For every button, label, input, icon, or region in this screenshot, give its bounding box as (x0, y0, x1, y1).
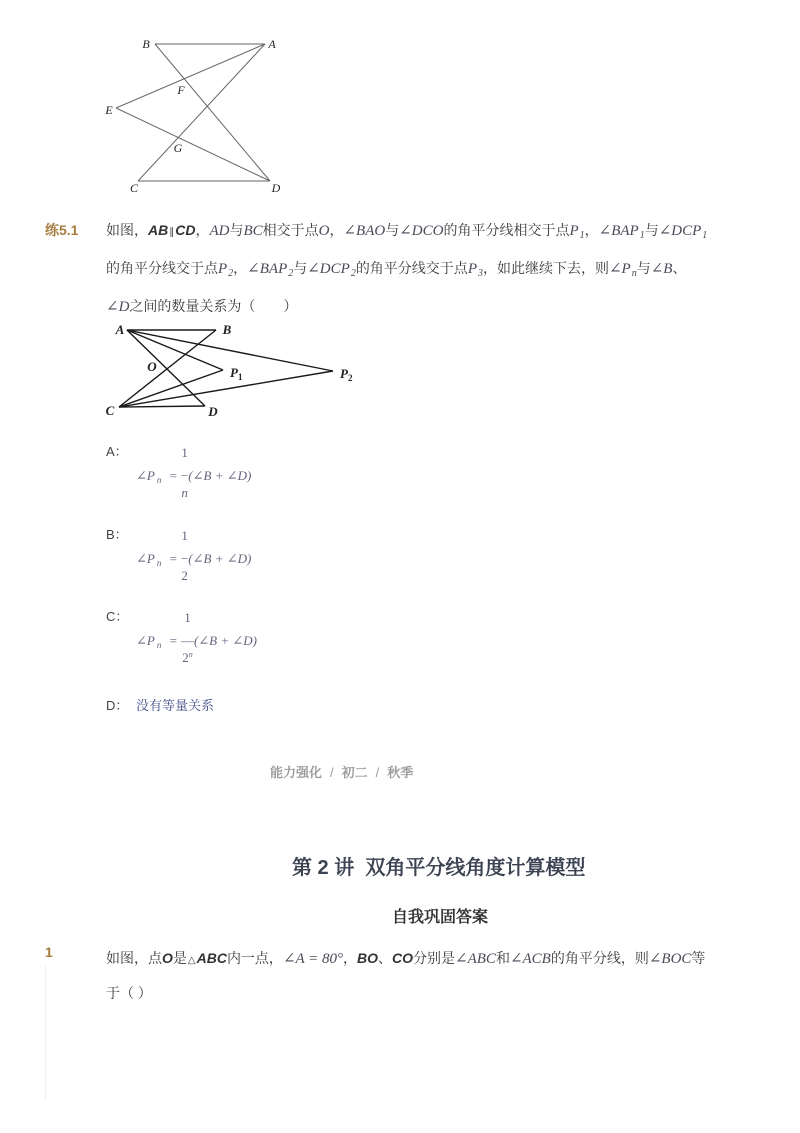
point-label-e: E (105, 103, 113, 117)
fraction-numerator: 1 (181, 528, 188, 543)
math-run: AD (209, 223, 230, 239)
math-run: $P_2$ (218, 261, 234, 279)
point-label-p1-main: P (230, 365, 238, 380)
point-label-p2-main: P (340, 366, 348, 381)
text-run: 之间的数量关系为（ ） (129, 298, 298, 314)
text-run: 相交于点 (262, 222, 319, 238)
fraction-bar: − (180, 468, 189, 483)
point-label-c: C (105, 403, 115, 418)
point-label-a: A (115, 322, 125, 337)
option-formula (136, 610, 257, 665)
text-run: 是 (172, 950, 187, 966)
math-run: O (318, 223, 330, 239)
formula-rhs: (∠B + ∠D) (188, 468, 252, 483)
text-run: ， (233, 260, 248, 276)
point-label-g: G (173, 141, 183, 155)
text-run: 与 (636, 260, 651, 276)
segment-bc (119, 330, 216, 407)
math-run: ∠BOC (648, 951, 692, 967)
point-label-p1-sub: 1 (237, 372, 243, 382)
text-run: 的角平分线，则 (550, 950, 649, 966)
text-run: 的角平分线交于点 (355, 260, 468, 276)
text-run: 与 (385, 222, 400, 238)
formula-lhs: ∠P (136, 633, 155, 648)
math-run: $\angle BAP_2$ (247, 261, 294, 279)
option-formula (136, 445, 252, 500)
segment-ac (138, 44, 265, 181)
breadcrumb-item: 初二 (341, 765, 368, 780)
problem-text-line-2 (106, 984, 152, 1002)
fraction-bar: − (180, 551, 189, 566)
option-label: A： (106, 444, 128, 459)
formula-equals: = (169, 551, 177, 566)
denominator-exponent: n (188, 650, 193, 659)
formula-equals: = (169, 468, 177, 483)
breadcrumb-item: 秋季 (387, 765, 414, 780)
text-run: 的角平分线相交于点 (443, 222, 570, 238)
text-run: 等 (691, 950, 706, 966)
text-run: ， (329, 222, 344, 238)
math-run: $\angle BAP_1$ (598, 223, 645, 241)
formula-equals: = (169, 633, 177, 648)
math-run: $\angle DCP_2$ (307, 261, 356, 279)
fraction-denominator: n (181, 485, 188, 500)
text-run: 于（ ） (106, 985, 152, 1001)
point-label-b: B (142, 37, 150, 51)
problem-number: 1 (45, 944, 53, 960)
segment-bd (155, 44, 270, 181)
point-label-c: C (129, 181, 139, 195)
formula-fraction (180, 610, 194, 665)
text-run: 如图，点 (106, 950, 162, 966)
math-run: $\angle DCP_1$ (658, 223, 708, 241)
fraction-bar: — (180, 633, 194, 648)
math-run: $P_3$ (467, 261, 483, 279)
math-run: ∠D (106, 299, 130, 315)
subscript: 3 (477, 268, 483, 279)
subscript: 1 (702, 230, 708, 241)
point-label-d: D (271, 181, 281, 195)
text-run: 与 (644, 222, 659, 238)
math-run: ∠A = 80° (282, 951, 344, 967)
point-label-d: D (208, 404, 218, 419)
formula-fraction (180, 445, 189, 500)
option-formula (136, 528, 252, 583)
formula-lhs-subscript: n (156, 558, 162, 568)
option-b[interactable] (106, 526, 406, 583)
text-run: 分别是 (413, 950, 456, 966)
text-run: 和 (495, 950, 510, 966)
formula-rhs: (∠B + ∠D) (193, 633, 257, 648)
bold-math-run: AB (148, 222, 169, 238)
text-run: 与 (293, 260, 308, 276)
breadcrumb-separator: / (330, 765, 334, 780)
bold-math-run: BO (357, 950, 379, 966)
option-label: C： (106, 609, 129, 624)
formula-lhs-subscript: n (156, 640, 162, 650)
math-run: ∠BAO (343, 223, 386, 239)
exercise-number: 练5.1 (45, 222, 79, 238)
text-run: ， (195, 222, 210, 238)
segment-ed (116, 108, 270, 181)
subscript: 2 (350, 268, 356, 279)
point-label-p1 (230, 365, 243, 382)
left-margin-rule (45, 965, 46, 1100)
point-label-p2-sub: 2 (347, 373, 353, 383)
exercise-text-line-3 (106, 297, 297, 316)
math-run: ∠B (650, 261, 673, 277)
math-run: BC (243, 223, 263, 239)
figure-intersecting-lines (95, 30, 295, 200)
formula-lhs-subscript: n (156, 475, 162, 485)
point-label-a: A (268, 37, 276, 51)
formula-fraction (180, 528, 189, 583)
option-c[interactable] (106, 608, 406, 665)
subscript: 1 (579, 230, 585, 241)
figure-angle-bisectors (100, 320, 360, 425)
section-title: 第 2 讲 双角平分线角度计算模型 (292, 857, 586, 879)
text-run: 与 (229, 222, 244, 238)
math-run: ∠ACB (509, 951, 551, 967)
fraction-denominator: 2 (181, 568, 188, 583)
text-run: 内一点， (226, 950, 283, 966)
text-run: 的角平分线交于点 (106, 260, 218, 276)
exercise-text-line-1 (106, 221, 707, 242)
text-run: 、 (672, 260, 687, 276)
subscript: n (631, 268, 637, 279)
text-run: ， (343, 950, 358, 966)
formula-lhs: ∠P (136, 551, 155, 566)
option-text: 没有等量关系 (136, 698, 215, 713)
math-run: ∠ABC (455, 951, 496, 967)
option-label: D： (106, 698, 129, 713)
point-label-f: F (177, 83, 185, 97)
bold-math-run: ABC (196, 950, 227, 966)
option-d[interactable] (106, 697, 406, 717)
problem-text-line-1 (106, 949, 705, 970)
bold-math-run: O (162, 950, 173, 966)
symbol-run: △ (187, 955, 196, 966)
fraction-denominator (171, 649, 204, 667)
option-a[interactable] (106, 443, 406, 500)
breadcrumb-separator: / (375, 765, 380, 780)
denominator-base: 2 (182, 650, 189, 665)
option-label: B： (106, 527, 128, 542)
point-label-p2 (340, 366, 353, 383)
math-run: $P_1$ (569, 223, 585, 241)
segment-cp2 (119, 371, 333, 407)
exercise-text-line-2 (106, 259, 686, 278)
math-run: $\angle P_n$ (608, 261, 637, 279)
subscript: 2 (288, 268, 294, 279)
segment-cp1 (119, 370, 223, 407)
text-run: ， (584, 222, 599, 238)
fraction-numerator: 1 (184, 610, 191, 625)
formula-lhs: ∠P (136, 468, 155, 483)
point-label-o: O (147, 359, 157, 374)
breadcrumb-item: 能力强化 (270, 765, 323, 780)
text-run: 如图， (106, 222, 148, 238)
symbol-run: ∥ (169, 227, 175, 238)
math-run: ∠DCO (399, 223, 444, 239)
text-run: ，如此继续下去，则 (482, 260, 609, 276)
segment-cd (119, 406, 205, 407)
bold-math-run: CD (175, 222, 196, 238)
text-run: 、 (378, 950, 393, 966)
formula-rhs: (∠B + ∠D) (188, 551, 252, 566)
section-subtitle: 自我巩固答案 (392, 909, 489, 926)
subscript: 1 (639, 230, 645, 241)
fraction-numerator: 1 (181, 445, 188, 460)
subscript: 2 (228, 268, 234, 279)
bold-math-run: CO (392, 950, 414, 966)
point-label-b: B (222, 322, 232, 337)
page-footer-breadcrumb (270, 764, 413, 782)
segment-ea (116, 44, 265, 108)
